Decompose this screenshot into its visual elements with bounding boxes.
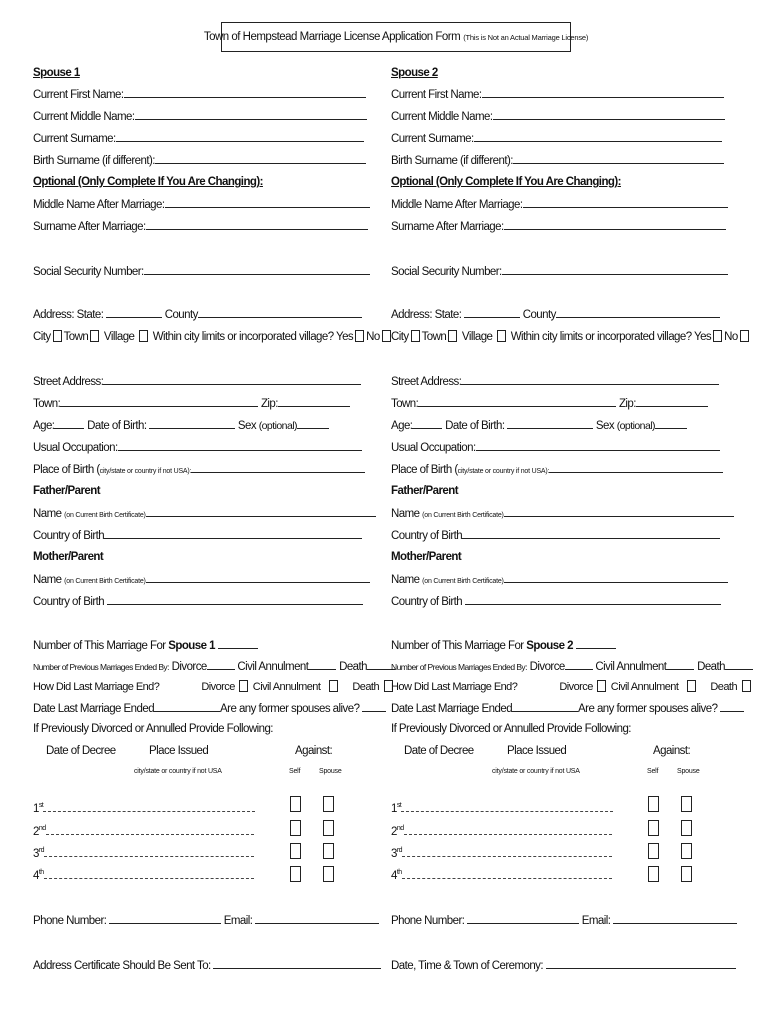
no-checkbox[interactable]	[740, 330, 749, 342]
first-name-label: Current First Name:	[391, 89, 482, 101]
ceremony-field[interactable]	[546, 958, 736, 969]
mother-name-note: (on Current Birth Certificate)	[64, 578, 146, 585]
birth-surname-field[interactable]	[513, 153, 724, 164]
marriage-number-spouse: Spouse 1	[168, 640, 215, 652]
mother-heading: Mother/Parent	[33, 551, 104, 563]
sex-field[interactable]	[297, 418, 329, 429]
street-field[interactable]	[103, 374, 361, 385]
former-alive-field[interactable]	[720, 701, 744, 712]
town-label: Town	[421, 331, 447, 343]
city-checkbox[interactable]	[411, 330, 420, 342]
spouse-checkbox-1[interactable]	[681, 796, 692, 812]
sex-label: Sex	[595, 420, 615, 432]
phone-label: Phone Number:	[33, 915, 107, 927]
form-title-text: Town of Hempstead Marriage License Application Form	[203, 31, 461, 43]
within-limits-label: Within city limits or incorporated village? Yes	[510, 331, 712, 343]
father-heading: Father/Parent	[391, 485, 458, 497]
decree-1-field[interactable]	[43, 801, 255, 812]
pob-field[interactable]	[549, 462, 723, 473]
zip-field[interactable]	[278, 396, 350, 407]
how-annul-checkbox[interactable]	[687, 680, 696, 692]
mother-country-field[interactable]	[465, 594, 721, 605]
dob-field[interactable]	[507, 418, 593, 429]
marriage-number-label: Number of This Marriage For	[391, 640, 524, 652]
father-country-label: Country of Birth	[33, 530, 105, 542]
pob-field[interactable]	[191, 462, 365, 473]
yes-checkbox[interactable]	[355, 330, 364, 342]
father-name-note: (on Current Birth Certificate)	[64, 512, 146, 519]
within-limits-label: Within city limits or incorporated village? Yes	[152, 331, 354, 343]
dob-field[interactable]	[149, 418, 235, 429]
pob-label: Place of Birth	[391, 464, 452, 476]
mother-name-note: (on Current Birth Certificate)	[422, 578, 504, 585]
self-checkbox-2[interactable]	[290, 820, 301, 836]
prev-annul-field[interactable]	[666, 659, 694, 670]
county-field[interactable]	[556, 307, 720, 318]
former-alive-label: Are any former spouses alive?	[220, 703, 360, 715]
birth-surname-field[interactable]	[155, 153, 366, 164]
prev-death-label: Death	[339, 661, 368, 673]
surname-after-field[interactable]	[504, 219, 726, 230]
former-alive-field[interactable]	[362, 701, 386, 712]
occupation-label: Usual Occupation:	[33, 442, 118, 454]
place-note: city/state or country if not USA	[492, 768, 580, 775]
father-country-label: Country of Birth	[391, 530, 463, 542]
optional-heading: Optional (Only Complete If You Are Changing):	[33, 176, 263, 188]
decree-3-field[interactable]	[44, 846, 254, 857]
email-label: Email:	[223, 915, 253, 927]
occupation-field[interactable]	[118, 440, 362, 451]
middle-after-label: Middle Name After Marriage:	[33, 199, 165, 211]
ord-1: 1	[33, 803, 39, 815]
prev-annul-label: Civil Annulment	[237, 661, 309, 673]
cert-address-label: Address Certificate Should Be Sent To:	[33, 960, 211, 972]
spouse-header: Spouse	[319, 768, 342, 775]
town-label: Town	[63, 331, 89, 343]
middle-name-label: Current Middle Name:	[33, 111, 135, 123]
street-label: Street Address:	[33, 376, 104, 388]
age-field[interactable]	[412, 418, 442, 429]
how-annul-label: Civil Annulment	[252, 681, 321, 693]
email-label: Email:	[581, 915, 611, 927]
age-field[interactable]	[54, 418, 84, 429]
ord-1: 1	[391, 803, 397, 815]
spouse-checkbox-3[interactable]	[681, 843, 692, 859]
spouse-checkbox-2[interactable]	[323, 820, 334, 836]
how-death-label: Death	[710, 681, 738, 693]
ssn-label: Social Security Number:	[391, 266, 502, 278]
town-checkbox[interactable]	[90, 330, 99, 342]
self-checkbox-4[interactable]	[290, 866, 301, 882]
middle-name-field[interactable]	[135, 109, 367, 120]
street-label: Street Address:	[391, 376, 462, 388]
state-label: Address: State:	[391, 309, 462, 321]
ssn-label: Social Security Number:	[33, 266, 144, 278]
city-label: City	[33, 331, 51, 343]
how-death-checkbox[interactable]	[742, 680, 751, 692]
phone-field[interactable]	[109, 913, 221, 924]
form-title	[203, 22, 589, 52]
middle-after-field[interactable]	[523, 197, 728, 208]
spouse-checkbox-4[interactable]	[681, 866, 692, 882]
zip-label: Zip:	[260, 398, 278, 410]
self-checkbox-1[interactable]	[648, 796, 659, 812]
decree-4-field[interactable]	[44, 868, 254, 879]
prev-ended-label: Number of Previous Marriages Ended By:	[33, 662, 169, 672]
ord-3-sup: rd	[396, 847, 402, 854]
middle-name-label: Current Middle Name:	[391, 111, 493, 123]
surname-after-label: Surname After Marriage:	[391, 221, 504, 233]
prev-divorce-label: Divorce	[171, 661, 207, 673]
state-field[interactable]	[464, 307, 520, 318]
village-checkbox[interactable]	[497, 330, 506, 342]
sex-label: Sex	[237, 420, 257, 432]
mother-country-label: Country of Birth	[33, 596, 105, 608]
spouse-checkbox-3[interactable]	[323, 843, 334, 859]
father-heading: Father/Parent	[33, 485, 100, 497]
spouse2-heading: Spouse 2	[391, 67, 438, 79]
self-header: Self	[289, 768, 301, 775]
self-checkbox-2[interactable]	[648, 820, 659, 836]
self-checkbox-4[interactable]	[648, 866, 659, 882]
ssn-field[interactable]	[144, 264, 370, 275]
how-divorce-label: Divorce	[201, 681, 235, 693]
yes-checkbox[interactable]	[713, 330, 722, 342]
spouse-checkbox-1[interactable]	[323, 796, 334, 812]
ceremony-label: Date, Time & Town of Ceremony:	[391, 960, 544, 972]
no-checkbox[interactable]	[382, 330, 391, 342]
middle-after-label: Middle Name After Marriage:	[391, 199, 523, 211]
if-prev-label: If Previously Divorced or Annulled Provide Following:	[391, 723, 631, 735]
ord-4-sup: th	[396, 869, 402, 876]
mother-country-label: Country of Birth	[391, 596, 463, 608]
ord-2: 2	[33, 826, 39, 838]
form-title-note: (This is Not an Actual Marriage License)	[463, 32, 589, 42]
father-country-field[interactable]	[104, 528, 362, 539]
ord-1-sup: st	[38, 802, 44, 809]
prev-annul-field[interactable]	[308, 659, 336, 670]
decree-2-field[interactable]	[46, 824, 254, 835]
how-annul-checkbox[interactable]	[329, 680, 338, 692]
county-label: County	[164, 309, 198, 321]
birth-surname-label: Birth Surname (if different):	[391, 155, 513, 167]
sex-optional-note: (optional)	[258, 420, 297, 432]
spouse-checkbox-2[interactable]	[681, 820, 692, 836]
town-checkbox[interactable]	[448, 330, 457, 342]
street-field[interactable]	[461, 374, 719, 385]
if-prev-label: If Previously Divorced or Annulled Provide Following:	[33, 723, 273, 735]
pob-note: city/state or country if not USA):	[457, 468, 550, 475]
date-decree-header: Date of Decree	[46, 745, 116, 757]
dob-label: Date of Birth:	[87, 420, 147, 432]
no-label: No	[366, 331, 380, 343]
marriage-number-field[interactable]	[576, 638, 616, 649]
village-label: Village	[103, 331, 135, 343]
prev-death-label: Death	[697, 661, 726, 673]
zip-field[interactable]	[636, 396, 708, 407]
age-label: Age:	[33, 420, 55, 432]
date-ended-label: Date Last Marriage Ended	[391, 703, 513, 715]
prev-ended-label: Number of Previous Marriages Ended By:	[391, 662, 527, 672]
surname-after-field[interactable]	[146, 219, 368, 230]
town-field-label: Town:	[391, 398, 419, 410]
self-header: Self	[647, 768, 659, 775]
ord-4: 4	[33, 870, 39, 882]
how-divorce-checkbox[interactable]	[239, 680, 248, 692]
mother-name-label: Name	[391, 574, 420, 586]
state-field[interactable]	[106, 307, 162, 318]
date-ended-label: Date Last Marriage Ended	[33, 703, 155, 715]
city-checkbox[interactable]	[53, 330, 62, 342]
pob-note: city/state or country if not USA):	[99, 468, 192, 475]
surname-label: Current Surname:	[391, 133, 474, 145]
town-field-label: Town:	[33, 398, 61, 410]
surname-label: Current Surname:	[33, 133, 116, 145]
ord-3: 3	[33, 848, 39, 860]
date-ended-field[interactable]	[154, 701, 220, 712]
first-name-label: Current First Name:	[33, 89, 124, 101]
mother-name-label: Name	[33, 574, 62, 586]
email-field[interactable]	[255, 913, 379, 924]
middle-name-field[interactable]	[493, 109, 725, 120]
spouse1-heading: Spouse 1	[33, 67, 80, 79]
prev-annul-label: Civil Annulment	[595, 661, 667, 673]
father-name-field[interactable]	[504, 506, 734, 517]
place-note: city/state or country if not USA	[134, 768, 222, 775]
date-decree-header: Date of Decree	[404, 745, 474, 757]
county-field[interactable]	[198, 307, 362, 318]
father-country-field[interactable]	[462, 528, 720, 539]
mother-country-field[interactable]	[107, 594, 363, 605]
prev-divorce-field[interactable]	[207, 659, 235, 670]
father-name-field[interactable]	[146, 506, 376, 517]
middle-after-field[interactable]	[165, 197, 370, 208]
city-label: City	[391, 331, 409, 343]
email-field[interactable]	[613, 913, 737, 924]
occupation-field[interactable]	[476, 440, 720, 451]
spouse-checkbox-4[interactable]	[323, 866, 334, 882]
prev-divorce-field[interactable]	[565, 659, 593, 670]
birth-surname-label: Birth Surname (if different):	[33, 155, 155, 167]
first-name-field[interactable]	[482, 87, 724, 98]
decree-2-field[interactable]	[404, 824, 612, 835]
town-field[interactable]	[60, 396, 258, 407]
age-label: Age:	[391, 420, 413, 432]
self-checkbox-3[interactable]	[290, 843, 301, 859]
ord-2-sup: nd	[396, 825, 404, 832]
mother-name-field[interactable]	[146, 572, 370, 583]
mother-heading: Mother/Parent	[391, 551, 462, 563]
no-label: No	[724, 331, 738, 343]
father-name-label: Name	[391, 508, 420, 520]
how-end-label: How Did Last Marriage End?	[33, 681, 160, 693]
place-issued-header: Place Issued	[507, 745, 567, 757]
decree-4-field[interactable]	[402, 868, 612, 879]
town-field[interactable]	[418, 396, 616, 407]
ord-3-sup: rd	[38, 847, 44, 854]
state-label: Address: State:	[33, 309, 104, 321]
sex-optional-note: (optional)	[616, 420, 655, 432]
father-name-note: (on Current Birth Certificate)	[422, 512, 504, 519]
optional-heading: Optional (Only Complete If You Are Changing):	[391, 176, 621, 188]
phone-label: Phone Number:	[391, 915, 465, 927]
decree-3-field[interactable]	[402, 846, 612, 857]
how-divorce-checkbox[interactable]	[597, 680, 606, 692]
against-header: Against:	[653, 745, 691, 757]
ssn-field[interactable]	[502, 264, 728, 275]
ord-2-sup: nd	[38, 825, 46, 832]
zip-label: Zip:	[618, 398, 636, 410]
occupation-label: Usual Occupation:	[391, 442, 476, 454]
date-ended-field[interactable]	[512, 701, 578, 712]
marriage-number-field[interactable]	[218, 638, 258, 649]
sex-field[interactable]	[655, 418, 687, 429]
spouse-header: Spouse	[677, 768, 700, 775]
how-death-label: Death	[352, 681, 380, 693]
prev-death-field[interactable]	[725, 659, 753, 670]
place-issued-header: Place Issued	[149, 745, 209, 757]
dob-label: Date of Birth:	[445, 420, 505, 432]
how-annul-label: Civil Annulment	[610, 681, 679, 693]
ord-2: 2	[391, 826, 397, 838]
marriage-number-spouse: Spouse 2	[526, 640, 573, 652]
surname-field[interactable]	[116, 131, 364, 142]
ord-3: 3	[391, 848, 397, 860]
county-label: County	[522, 309, 556, 321]
marriage-number-label: Number of This Marriage For	[33, 640, 166, 652]
father-name-label: Name	[33, 508, 62, 520]
decree-1-field[interactable]	[401, 801, 613, 812]
self-checkbox-3[interactable]	[648, 843, 659, 859]
village-label: Village	[461, 331, 493, 343]
how-divorce-label: Divorce	[559, 681, 593, 693]
against-header: Against:	[295, 745, 333, 757]
how-end-label: How Did Last Marriage End?	[391, 681, 518, 693]
ord-4: 4	[391, 870, 397, 882]
phone-field[interactable]	[467, 913, 579, 924]
mother-name-field[interactable]	[504, 572, 728, 583]
pob-label: Place of Birth	[33, 464, 94, 476]
first-name-field[interactable]	[124, 87, 366, 98]
cert-address-field[interactable]	[213, 958, 381, 969]
surname-after-label: Surname After Marriage:	[33, 221, 146, 233]
former-alive-label: Are any former spouses alive?	[578, 703, 718, 715]
prev-divorce-label: Divorce	[529, 661, 565, 673]
surname-field[interactable]	[474, 131, 722, 142]
village-checkbox[interactable]	[139, 330, 148, 342]
self-checkbox-1[interactable]	[290, 796, 301, 812]
ord-4-sup: th	[38, 869, 44, 876]
ord-1-sup: st	[396, 802, 402, 809]
